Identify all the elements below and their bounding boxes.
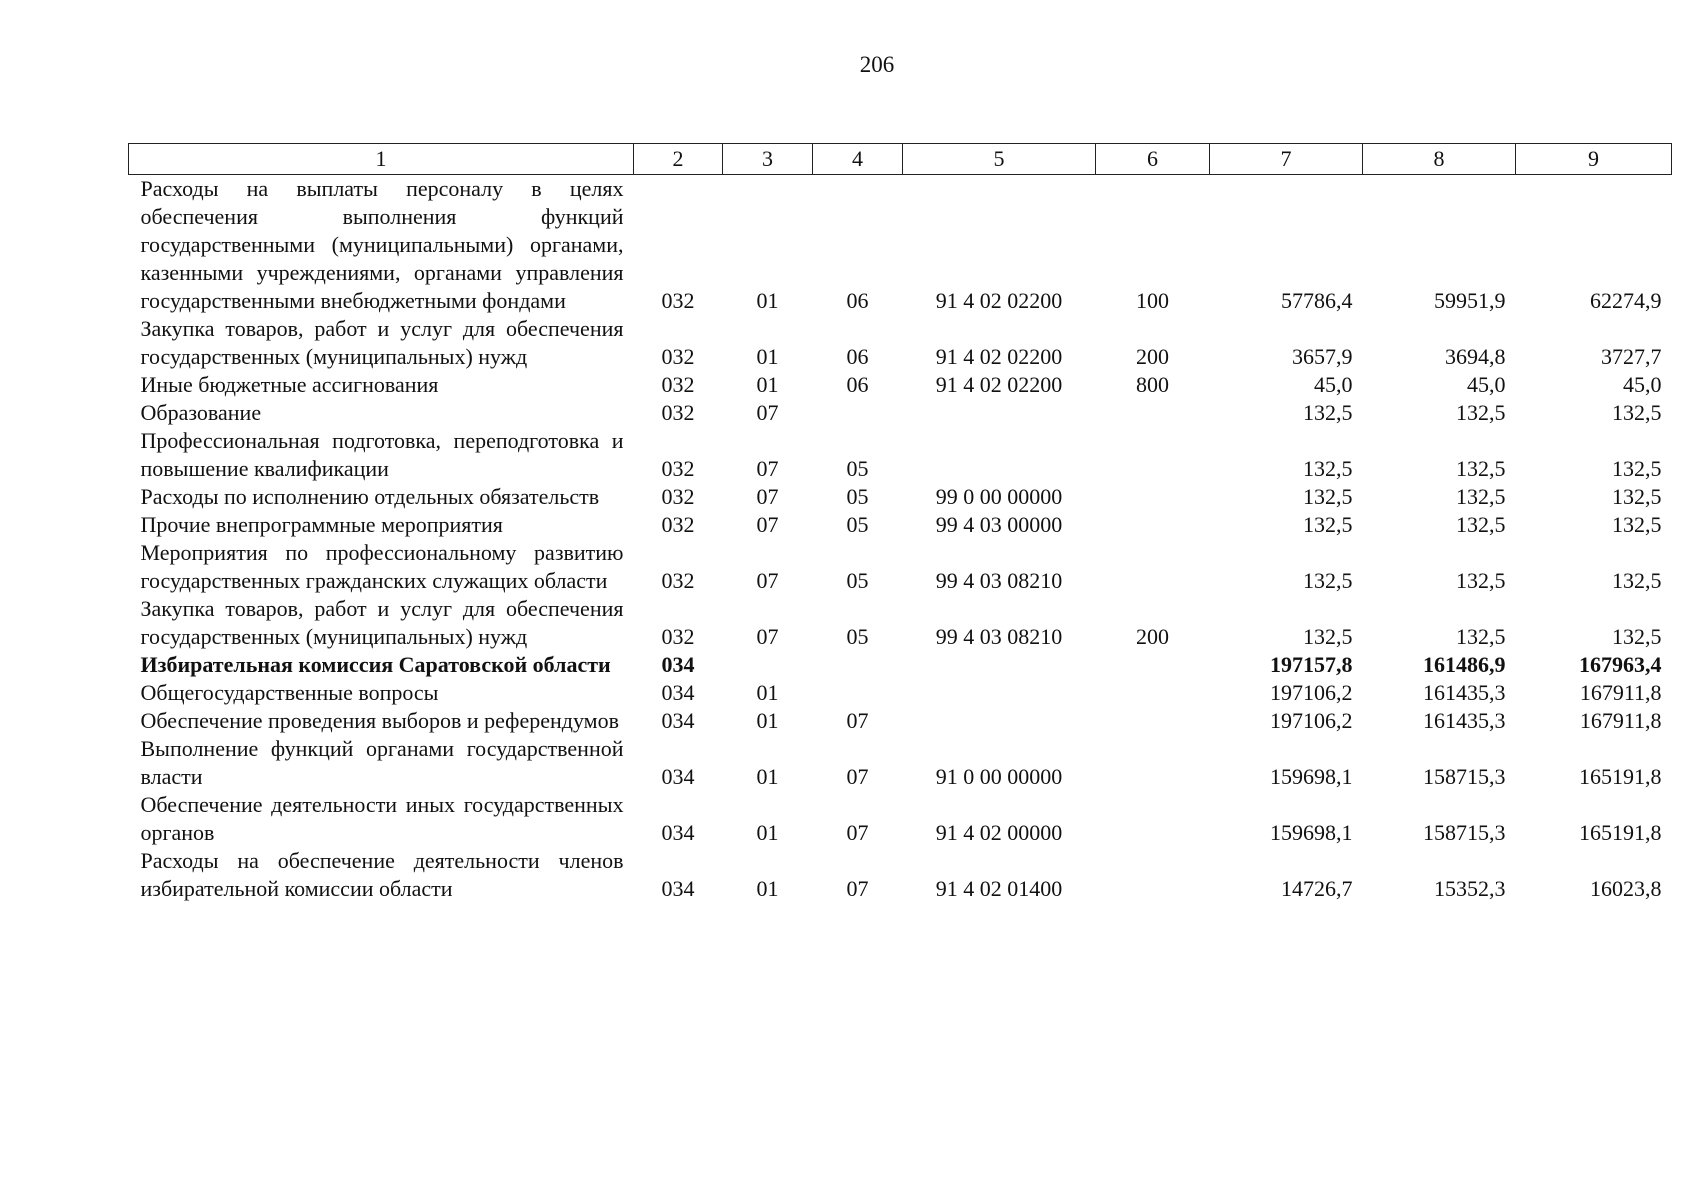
row-sum-col8-cell: 132,5 xyxy=(1456,624,1506,649)
row-expense-type-cell xyxy=(1096,791,1210,847)
row-expense-type-cell xyxy=(1096,707,1210,735)
table-row xyxy=(129,847,1672,903)
row-name-cell: Обеспечение проведения выборов и референдумов xyxy=(140,708,619,733)
row-expense-type-cell: 100 xyxy=(1136,288,1169,313)
row-ministry-code-cell: 032 xyxy=(661,456,695,481)
row-section-code-cell xyxy=(723,651,813,679)
row-sum-col9-cell: 132,5 xyxy=(1612,512,1662,537)
row-target-article-cell xyxy=(903,707,1096,735)
row-sum-col8-cell: 158715,3 xyxy=(1423,764,1506,789)
row-ministry-code-cell: 032 xyxy=(661,400,695,425)
row-target-article-cell: 91 0 00 00000 xyxy=(935,764,1063,789)
table-row xyxy=(129,595,1672,651)
row-ministry-code-cell: 034 xyxy=(661,820,695,845)
row-name-cell: Профессиональная подготовка, переподготовка и повышение квалификации xyxy=(140,428,624,481)
row-subsection-code-cell: 05 xyxy=(846,456,869,481)
row-subsection-code-cell: 05 xyxy=(846,624,869,649)
row-section-code-cell: 07 xyxy=(756,568,779,593)
row-ministry-code-cell: 032 xyxy=(661,484,695,509)
row-section-code-cell: 07 xyxy=(756,400,779,425)
row-ministry-code-cell: 034 xyxy=(661,708,695,733)
table-row xyxy=(129,175,1672,316)
row-sum-col8-cell: 161435,3 xyxy=(1423,680,1506,705)
row-sum-col8-cell: 132,5 xyxy=(1456,456,1506,481)
row-expense-type-cell: 800 xyxy=(1136,372,1169,397)
header-cell: 3 xyxy=(723,144,813,175)
row-expense-type-cell xyxy=(1096,847,1210,903)
row-sum-col7-cell: 159698,1 xyxy=(1270,764,1353,789)
row-target-article-cell: 91 4 02 02200 xyxy=(935,344,1063,369)
table-row xyxy=(129,791,1672,847)
row-sum-col7-cell: 197106,2 xyxy=(1270,708,1353,733)
row-target-article-cell: 99 0 00 00000 xyxy=(935,484,1063,509)
row-sum-col9-cell: 167911,8 xyxy=(1579,708,1662,733)
row-ministry-code-cell: 032 xyxy=(661,288,695,313)
row-sum-col9-cell: 132,5 xyxy=(1612,624,1662,649)
row-sum-col9-cell: 167911,8 xyxy=(1579,680,1662,705)
row-subsection-code-cell: 05 xyxy=(846,568,869,593)
row-name-cell: Расходы по исполнению отдельных обязательств xyxy=(140,484,600,509)
row-sum-col7-cell: 197157,8 xyxy=(1270,652,1353,677)
row-sum-col8-cell: 132,5 xyxy=(1456,568,1506,593)
row-section-code-cell: 01 xyxy=(756,820,779,845)
table-row xyxy=(129,707,1672,735)
row-ministry-code-cell: 034 xyxy=(661,764,695,789)
row-section-code-cell: 01 xyxy=(756,708,779,733)
row-expense-type-cell xyxy=(1096,735,1210,791)
row-section-code-cell: 01 xyxy=(756,680,779,705)
row-target-article-cell xyxy=(903,679,1096,707)
row-name-cell: Закупка товаров, работ и услуг для обеспечения государственных (муниципальных) нужд xyxy=(140,596,624,649)
row-name-cell: Общегосударственные вопросы xyxy=(140,680,439,705)
row-sum-col7-cell: 197106,2 xyxy=(1270,680,1353,705)
table-row xyxy=(129,427,1672,483)
header-cell: 5 xyxy=(903,144,1096,175)
row-sum-col9-cell: 165191,8 xyxy=(1579,820,1662,845)
row-section-code-cell: 01 xyxy=(756,344,779,369)
header-row xyxy=(129,144,1672,175)
row-subsection-code-cell: 06 xyxy=(846,344,869,369)
row-subsection-code-cell: 06 xyxy=(846,288,869,313)
row-target-article-cell xyxy=(903,399,1096,427)
row-sum-col7-cell: 57786,4 xyxy=(1281,288,1353,313)
table-row xyxy=(129,399,1672,427)
row-sum-col8-cell: 15352,3 xyxy=(1434,876,1506,901)
row-name-cell: Закупка товаров, работ и услуг для обеспечения государственных (муниципальных) нужд xyxy=(140,316,624,369)
row-subsection-code-cell xyxy=(813,651,903,679)
row-sum-col7-cell: 14726,7 xyxy=(1281,876,1353,901)
row-subsection-code-cell xyxy=(813,679,903,707)
row-expense-type-cell xyxy=(1096,483,1210,511)
table-row xyxy=(129,511,1672,539)
row-expense-type-cell xyxy=(1096,399,1210,427)
row-expense-type-cell xyxy=(1096,679,1210,707)
row-section-code-cell: 01 xyxy=(756,288,779,313)
row-section-code-cell: 07 xyxy=(756,456,779,481)
row-sum-col9-cell: 132,5 xyxy=(1612,484,1662,509)
row-section-code-cell: 01 xyxy=(756,372,779,397)
row-section-code-cell: 01 xyxy=(756,876,779,901)
row-ministry-code-cell: 034 xyxy=(661,652,695,677)
row-sum-col7-cell: 45,0 xyxy=(1314,372,1353,397)
row-sum-col7-cell: 132,5 xyxy=(1303,624,1353,649)
table-row xyxy=(129,483,1672,511)
row-name-cell: Избирательная комиссия Саратовской области xyxy=(140,652,611,677)
row-expense-type-cell xyxy=(1096,427,1210,483)
row-ministry-code-cell: 034 xyxy=(661,680,695,705)
row-sum-col8-cell: 161435,3 xyxy=(1423,708,1506,733)
header-cell: 2 xyxy=(634,144,723,175)
row-sum-col7-cell: 159698,1 xyxy=(1270,820,1353,845)
row-subsection-code-cell xyxy=(813,399,903,427)
row-sum-col8-cell: 59951,9 xyxy=(1434,288,1506,313)
row-sum-col7-cell: 132,5 xyxy=(1303,456,1353,481)
row-expense-type-cell: 200 xyxy=(1136,344,1169,369)
row-sum-col7-cell: 3657,9 xyxy=(1292,344,1353,369)
row-name-cell: Иные бюджетные ассигнования xyxy=(140,372,439,397)
row-subsection-code-cell: 05 xyxy=(846,512,869,537)
row-sum-col7-cell: 132,5 xyxy=(1303,568,1353,593)
table-row xyxy=(129,371,1672,399)
row-ministry-code-cell: 032 xyxy=(661,568,695,593)
row-target-article-cell: 91 4 02 02200 xyxy=(935,372,1063,397)
table-body xyxy=(129,175,1672,904)
row-target-article-cell: 99 4 03 08210 xyxy=(935,624,1063,649)
row-sum-col8-cell: 132,5 xyxy=(1456,484,1506,509)
row-sum-col9-cell: 132,5 xyxy=(1612,456,1662,481)
table-row xyxy=(129,315,1672,371)
header-cell: 4 xyxy=(813,144,903,175)
row-name-cell: Прочие внепрограммные мероприятия xyxy=(140,512,503,537)
row-subsection-code-cell: 07 xyxy=(846,820,869,845)
table-row xyxy=(129,735,1672,791)
row-subsection-code-cell: 05 xyxy=(846,484,869,509)
row-sum-col9-cell: 45,0 xyxy=(1623,372,1662,397)
header-cell: 1 xyxy=(129,144,634,175)
row-sum-col8-cell: 45,0 xyxy=(1467,372,1506,397)
row-name-cell: Расходы на выплаты персоналу в целях обеспечения выполнения функций государственными (муниципальными) органами, казенными учреждениями, органами управления государственными внебюджетными фондами xyxy=(140,176,624,313)
budget-table xyxy=(128,143,1672,903)
row-ministry-code-cell: 032 xyxy=(661,372,695,397)
row-sum-col9-cell: 3727,7 xyxy=(1601,344,1662,369)
header-cell: 9 xyxy=(1516,144,1672,175)
row-sum-col9-cell: 132,5 xyxy=(1612,400,1662,425)
row-name-cell: Обеспечение деятельности иных государственных органов xyxy=(140,792,624,845)
row-section-code-cell: 07 xyxy=(756,624,779,649)
row-sum-col8-cell: 3694,8 xyxy=(1445,344,1506,369)
row-target-article-cell xyxy=(903,427,1096,483)
row-sum-col8-cell: 158715,3 xyxy=(1423,820,1506,845)
row-sum-col8-cell: 132,5 xyxy=(1456,512,1506,537)
row-target-article-cell: 99 4 03 08210 xyxy=(935,568,1063,593)
row-section-code-cell: 01 xyxy=(756,764,779,789)
row-name-cell: Мероприятия по профессиональному развитию государственных гражданских служащих области xyxy=(140,540,624,593)
row-target-article-cell: 91 4 02 01400 xyxy=(935,876,1063,901)
row-expense-type-cell xyxy=(1096,651,1210,679)
row-expense-type-cell: 200 xyxy=(1136,624,1169,649)
row-sum-col7-cell: 132,5 xyxy=(1303,484,1353,509)
row-target-article-cell: 91 4 02 00000 xyxy=(935,820,1063,845)
row-name-cell: Выполнение функций органами государственной власти xyxy=(140,736,624,789)
row-section-code-cell: 07 xyxy=(756,484,779,509)
row-name-cell: Расходы на обеспечение деятельности членов избирательной комиссии области xyxy=(140,848,624,901)
header-cell: 6 xyxy=(1096,144,1210,175)
row-sum-col7-cell: 132,5 xyxy=(1303,400,1353,425)
table-row xyxy=(129,651,1672,679)
row-subsection-code-cell: 07 xyxy=(846,876,869,901)
row-ministry-code-cell: 032 xyxy=(661,344,695,369)
row-expense-type-cell xyxy=(1096,539,1210,595)
table-row xyxy=(129,679,1672,707)
row-target-article-cell: 99 4 03 00000 xyxy=(935,512,1063,537)
row-subsection-code-cell: 06 xyxy=(846,372,869,397)
row-sum-col9-cell: 132,5 xyxy=(1612,568,1662,593)
row-sum-col9-cell: 16023,8 xyxy=(1590,876,1662,901)
row-ministry-code-cell: 032 xyxy=(661,512,695,537)
row-ministry-code-cell: 032 xyxy=(661,624,695,649)
header-cell: 8 xyxy=(1363,144,1516,175)
row-sum-col8-cell: 161486,9 xyxy=(1423,652,1506,677)
row-expense-type-cell xyxy=(1096,511,1210,539)
row-target-article-cell: 91 4 02 02200 xyxy=(935,288,1063,313)
row-sum-col8-cell: 132,5 xyxy=(1456,400,1506,425)
row-subsection-code-cell: 07 xyxy=(846,764,869,789)
row-target-article-cell xyxy=(903,651,1096,679)
row-sum-col9-cell: 165191,8 xyxy=(1579,764,1662,789)
row-subsection-code-cell: 07 xyxy=(846,708,869,733)
row-sum-col9-cell: 167963,4 xyxy=(1579,652,1662,677)
row-sum-col7-cell: 132,5 xyxy=(1303,512,1353,537)
row-section-code-cell: 07 xyxy=(756,512,779,537)
page-number: 206 xyxy=(859,52,895,77)
row-sum-col9-cell: 62274,9 xyxy=(1590,288,1662,313)
row-ministry-code-cell: 034 xyxy=(661,876,695,901)
table-row xyxy=(129,539,1672,595)
header-cell: 7 xyxy=(1210,144,1363,175)
row-name-cell: Образование xyxy=(140,400,262,425)
